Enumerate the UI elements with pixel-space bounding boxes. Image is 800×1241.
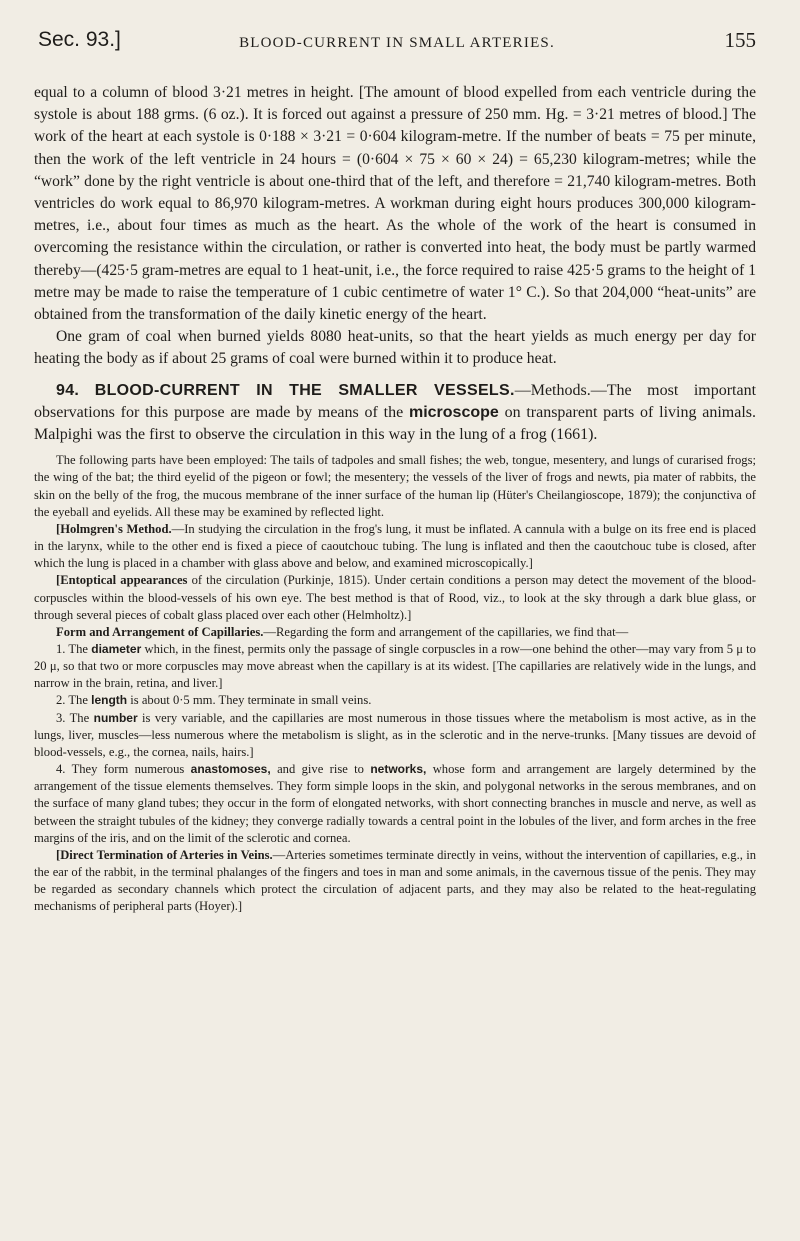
running-title: BLOOD-CURRENT IN SMALL ARTERIES. [239,35,555,51]
item-label: length [91,693,128,708]
section-number: 94. [56,381,80,399]
item-number: 4. They form numerous [56,762,185,777]
paragraph: One gram of coal when burned yields 8080 heat-units, so that the heart yields as much energy per day for heating the body as if about 25 grams of coal were burned within it to produce heat. [34,328,756,368]
page-header [38,22,756,62]
paragraph-holmgren [34,521,756,572]
item-label: anastomoses, [190,762,271,777]
section-title: BLOOD-CURRENT IN THE SMALLER VESSELS. [94,381,515,399]
entoptical-text: of the circulation (Purkinje, 1815). Under certain conditions a person may detect the movement of the blood-corpuscles within the blood-vessels of his own eye. The best method is that of Rood, viz., to look at the sky through a dark blue glass, or through several pieces of cobalt glass placed over each other (Helmholtz).] [34,573,756,622]
list-item-anastomoses [34,761,756,847]
item-label: networks, [370,762,427,777]
item-number: 2. The [56,693,88,708]
item-number: 3. The [56,710,90,725]
paragraph-direct-termination [34,847,756,916]
paragraph-form [34,624,756,641]
list-item-number [34,710,756,761]
item-text: and give rise to [277,762,364,777]
intro-text [34,82,756,371]
list-item-length [34,692,756,709]
holmgren-label: [Holmgren's Method. [56,521,172,536]
direct-text: —Arteries sometimes terminate directly in veins, without the intervention of capillaries, e.g., in the ear of the rabbit, in the terminal phalanges of the fingers and toes in man and some animals, in the cavernous tissue of the penis. They may be regarded as secondary channels which protect the circulation of adjacent parts, and they may also be related to the heat-regulating mechanisms of peripheral parts (Hoyer).] [34,847,756,914]
item-text: whose form and arrangement are largely determined by the arrangement of the tissue elements themselves. They form simple loops in the skin, and polygonal networks in the serous membranes, and on the surface of many gland tubes; they occur in the form of elongated networks, with short connecting branches in muscle and nerve, as well as between the straight tubules of the kidney; they converge radially towards a central point in the lobules of the liver, and form arches in the free margins of the iris, and on the limit of the sclerotic and cornea. [34,762,757,845]
item-text: is about 0·5 mm. They terminate in small veins. [130,693,372,708]
item-text: is very variable, and the capillaries are most numerous in those tissues where the metabolism is most active, as in the lungs, liver, muscles—less numerous where the metabolism is slight, as in the sclerotic and in the nerve-trunks. [Many tissues are devoid of blood-vessels, e.g., the cornea, nails, hairs.] [34,710,756,759]
section-marker: Sec. 93.] [38,28,121,51]
paragraph-entoptical [34,572,756,623]
list-item-diameter [34,641,756,692]
item-label: number [93,710,138,725]
section-text: on transparent parts of living animals. Malpighi was the first to observe the circulation in this way in the lung of a frog (1661). [34,403,757,444]
form-text: —Regarding the form and arrangement of the capillaries, we find that— [263,624,629,639]
page-body [34,82,756,915]
paragraph-parts: The following parts have been employed: The tails of tadpoles and small fishes; the web, tongue, mesentery, and lungs of curarised frogs; the wing of the bat; the third eyelid of the pigeon or fowl; the mesentery; the vessels of the liver of frogs and newts, pia mater of rabbits, the skin on the belly of the frog, the mucous membrane of the inner surface of the human lip (Hüter's Cheilangioscope, 1879); the conjunctiva of the eyeball and eyelids. All these may be examined by reflected light. [34,453,756,519]
entoptical-label: [Entoptical appearances [56,573,188,588]
keyword-microscope: microscope [408,403,499,421]
direct-label: [Direct Termination of Arteries in Veins. [56,847,273,862]
item-number: 1. The [56,641,89,656]
section-lead: —Methods.—The most important observations for this purpose are made by means of the [34,381,757,421]
section-94-paragraph [34,380,756,447]
paragraph: equal to a column of blood 3·21 metres in height. [The amount of blood expelled from each ventricle during the systole is about 188 grms. (6 oz.). It is forced out against a pressure of 250 mm. Hg. = 3·21 metres of blood.] The work of the heart at each systole is 0·188 × 3·21 = 0·604 kilogram-metre. If the number of beats = 75 per minute, then the work of the left ventricle in 24 hours = (0·604 × 75 × 60 × 24) = 65,230 kilogram-metres; while the “work” done by the right ventricle is about one-third that of the left, and therefore = 21,740 kilogram-metres. Both ventricles do work equal to 86,970 kilogram-metres. A workman during eight hours produces 300,000 kilogram-metres, i.e., about four times as much as the heart. As the whole of the work of the heart is consumed in overcoming the resistance within the circulation, or rather is converted into heat, the body must be partly warmed thereby—(425·5 gram-metres are equal to 1 heat-unit, i.e., the force required to raise 425·5 grams to the height of 1 metre may be made to raise the temperature of 1 cubic centimetre of water 1° C.). So that 204,000 “heat-units” are obtained from the transformation of the daily kinetic energy of the heart. [34,84,756,324]
item-label: diameter [91,641,142,656]
small-print-block [34,452,756,915]
page-number: 155 [724,28,756,52]
holmgren-text: —In studying the circulation in the frog's lung, it must be inflated. A cannula with a bulge on its free end is placed in the larynx, while to the other end is fixed a piece of caoutchouc tubing. The lung is inflated and then the caoutchouc tube is closed, after which the lung is placed in a chamber with glass above and below, and examined microscopically.] [34,521,757,571]
item-text: which, in the finest, permits only the passage of single corpuscles in a row—one behind the other—may vary from 5 μ to 20 μ, so that two or more corpuscles may move abreast when the capillary is at its widest. [The capillaries are relatively wide in the lungs, and narrow in the brain, retina, and liver.] [34,641,756,691]
form-label: Form and Arrangement of Capillaries. [56,624,264,639]
